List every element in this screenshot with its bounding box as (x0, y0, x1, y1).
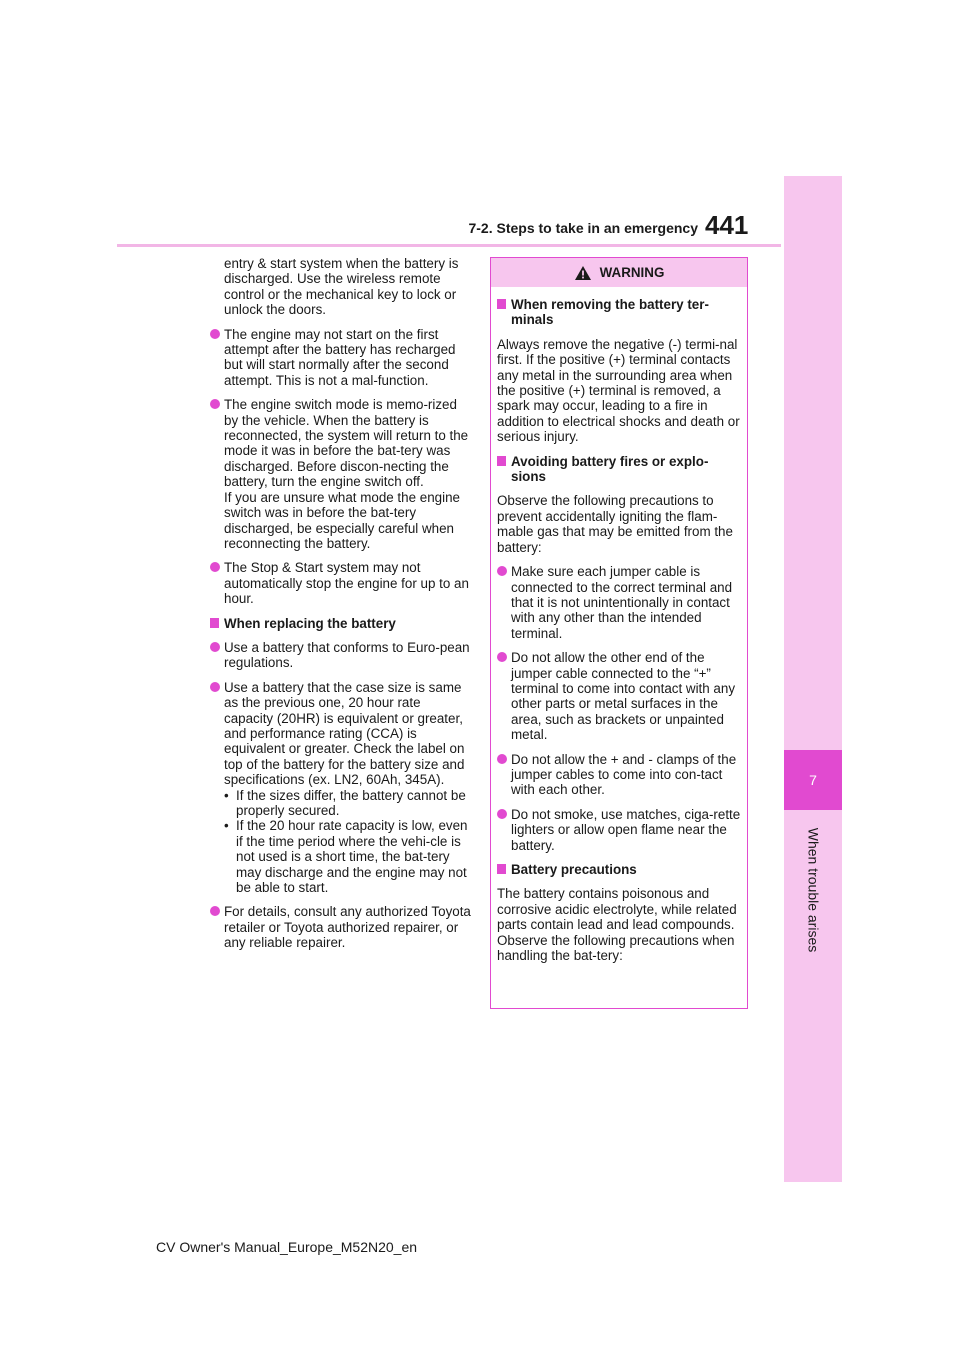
list-item-text: The Stop & Start system may not automatically stop the engine for up to an hour. (224, 560, 469, 607)
list-item (210, 397, 472, 551)
bullet-dot-icon (210, 682, 220, 692)
sub-list-item-text: If the 20 hour rate capacity is low, even if the time period where the vehi-cle is not used is a short time, the bat-tery may discharge and the engine may not be able to start. (236, 818, 468, 896)
list-item (210, 327, 472, 389)
warning-subheading (497, 862, 741, 877)
bullet-dot-icon (497, 652, 507, 662)
square-bullet-icon (497, 864, 506, 874)
list-item-text: For details, consult any authorized Toyota retailer or Toyota authorized repairer, or any reliable repairer. (224, 904, 471, 951)
list-item-text: Use a battery that conforms to Euro-pean regulations. (224, 639, 470, 671)
list-item-text-extra: If you are unsure what mode the engine switch was in before the bat-tery discharged, be especially careful when reconnecting the battery. (224, 489, 460, 551)
warning-subheading (497, 454, 741, 485)
sub-bullet-mark: • (224, 787, 229, 803)
bullet-dot-icon (210, 642, 220, 652)
bullet-dot-icon (210, 562, 220, 572)
chapter-title: When trouble arises (805, 827, 822, 953)
warning-list-item-text: Do not allow the + and - clamps of the jumper cables to come into con-tact with each other. (511, 751, 737, 798)
bullet-dot-icon (497, 566, 507, 576)
section-title: 7-2. Steps to take in an emergency (468, 220, 698, 236)
sub-bullet-mark: • (224, 818, 229, 834)
bullet-dot-icon (497, 754, 507, 764)
warning-header (491, 258, 747, 287)
intro-continuation: entry & start system when the battery is discharged. Use the wireless remote control or the mechanical key to lock or unlock the doors. (224, 256, 459, 318)
warning-list-item (497, 650, 741, 742)
square-bullet-icon (497, 456, 506, 466)
warning-list-item (497, 752, 741, 798)
warning-subheading (497, 297, 741, 328)
list-item (210, 904, 472, 950)
bullet-dot-icon (210, 329, 220, 339)
warning-paragraph: Always remove the negative (-) termi-nal first. If the positive (+) terminal contacts any metal in the surrounding area when the positive (+) terminal is removed, a spark may occur, leading to a fire in addition to electrical shocks and death or serious injury. (497, 336, 740, 445)
bullet-dot-icon (497, 809, 507, 819)
list-item (210, 560, 472, 606)
chapter-side-tab (784, 176, 842, 1182)
bullet-dot-icon (210, 906, 220, 916)
warning-list-item-text: Do not allow the other end of the jumper cable connected to the “+” terminal to come into contact with any other parts or metal surfaces in the area, such as brackets or unpainted metal. (511, 650, 736, 743)
chapter-title-container (784, 820, 842, 960)
bullet-dot-icon (210, 399, 220, 409)
warning-list-item-text: Do not smoke, use matches, ciga-rette lighters or allow open flame near the battery. (511, 806, 741, 853)
warning-subheading-text: Battery precautions (511, 862, 637, 877)
warning-label: WARNING (599, 265, 665, 280)
square-bullet-icon (210, 618, 219, 628)
warning-subheading-text: Avoiding battery fires or explo-sions (511, 453, 709, 485)
list-item (210, 640, 472, 671)
sub-list-item (224, 818, 472, 895)
sub-list-item-text: If the sizes differ, the battery cannot be properly secured. (236, 787, 466, 818)
warning-box (490, 257, 748, 1009)
warning-body (491, 287, 747, 963)
warning-list-item (497, 564, 741, 641)
list-item (210, 680, 472, 896)
warning-paragraph: The battery contains poisonous and corrosive acidic electrolyte, while related parts contain lead and lead compounds. Observe the following precautions when handling the bat-tery: (497, 886, 737, 964)
chapter-number: 7 (809, 772, 817, 788)
page-number: 441 (705, 210, 749, 240)
list-item-text: The engine switch mode is memo-rized by the vehicle. When the battery is reconnected, the system will return to the mode it was in before the bat-tery was discharged. Before discon-necting the battery, turn the engine switch off. (224, 397, 469, 490)
subsection-heading-text: When replacing the battery (224, 615, 396, 631)
warning-triangle-icon (574, 265, 592, 281)
warning-paragraph: Observe the following precautions to prevent accidentally igniting the flam-mable gas that may be emitted from the battery: (497, 493, 733, 555)
left-column (210, 256, 472, 960)
list-item-text: The engine may not start on the first attempt after the battery has recharged but will start normally after the second attempt. This is not a mal-function. (224, 326, 456, 388)
sub-list-item (224, 788, 472, 819)
header-divider (117, 244, 781, 247)
warning-subheading-text: When removing the battery ter-minals (511, 297, 709, 328)
list-item-text: Use a battery that the case size is same as the previous one, 20 hour rate capacity (20HR) is equivalent or greater, and performance rating (CCA) is equivalent or greater. Check the label on top of the battery for the battery size and specifications (ex. LN2, 60Ah, 345A). (224, 679, 465, 788)
square-bullet-icon (497, 299, 506, 309)
footer-text: CV Owner's Manual_Europe_M52N20_en (156, 1239, 418, 1255)
chapter-number-box (784, 750, 842, 810)
warning-list-item (497, 807, 741, 853)
subsection-heading (210, 616, 472, 631)
warning-list-item-text: Make sure each jumper cable is connected to the correct terminal and that it is not unintentionally in contact with any other than the intended terminal. (511, 564, 733, 641)
